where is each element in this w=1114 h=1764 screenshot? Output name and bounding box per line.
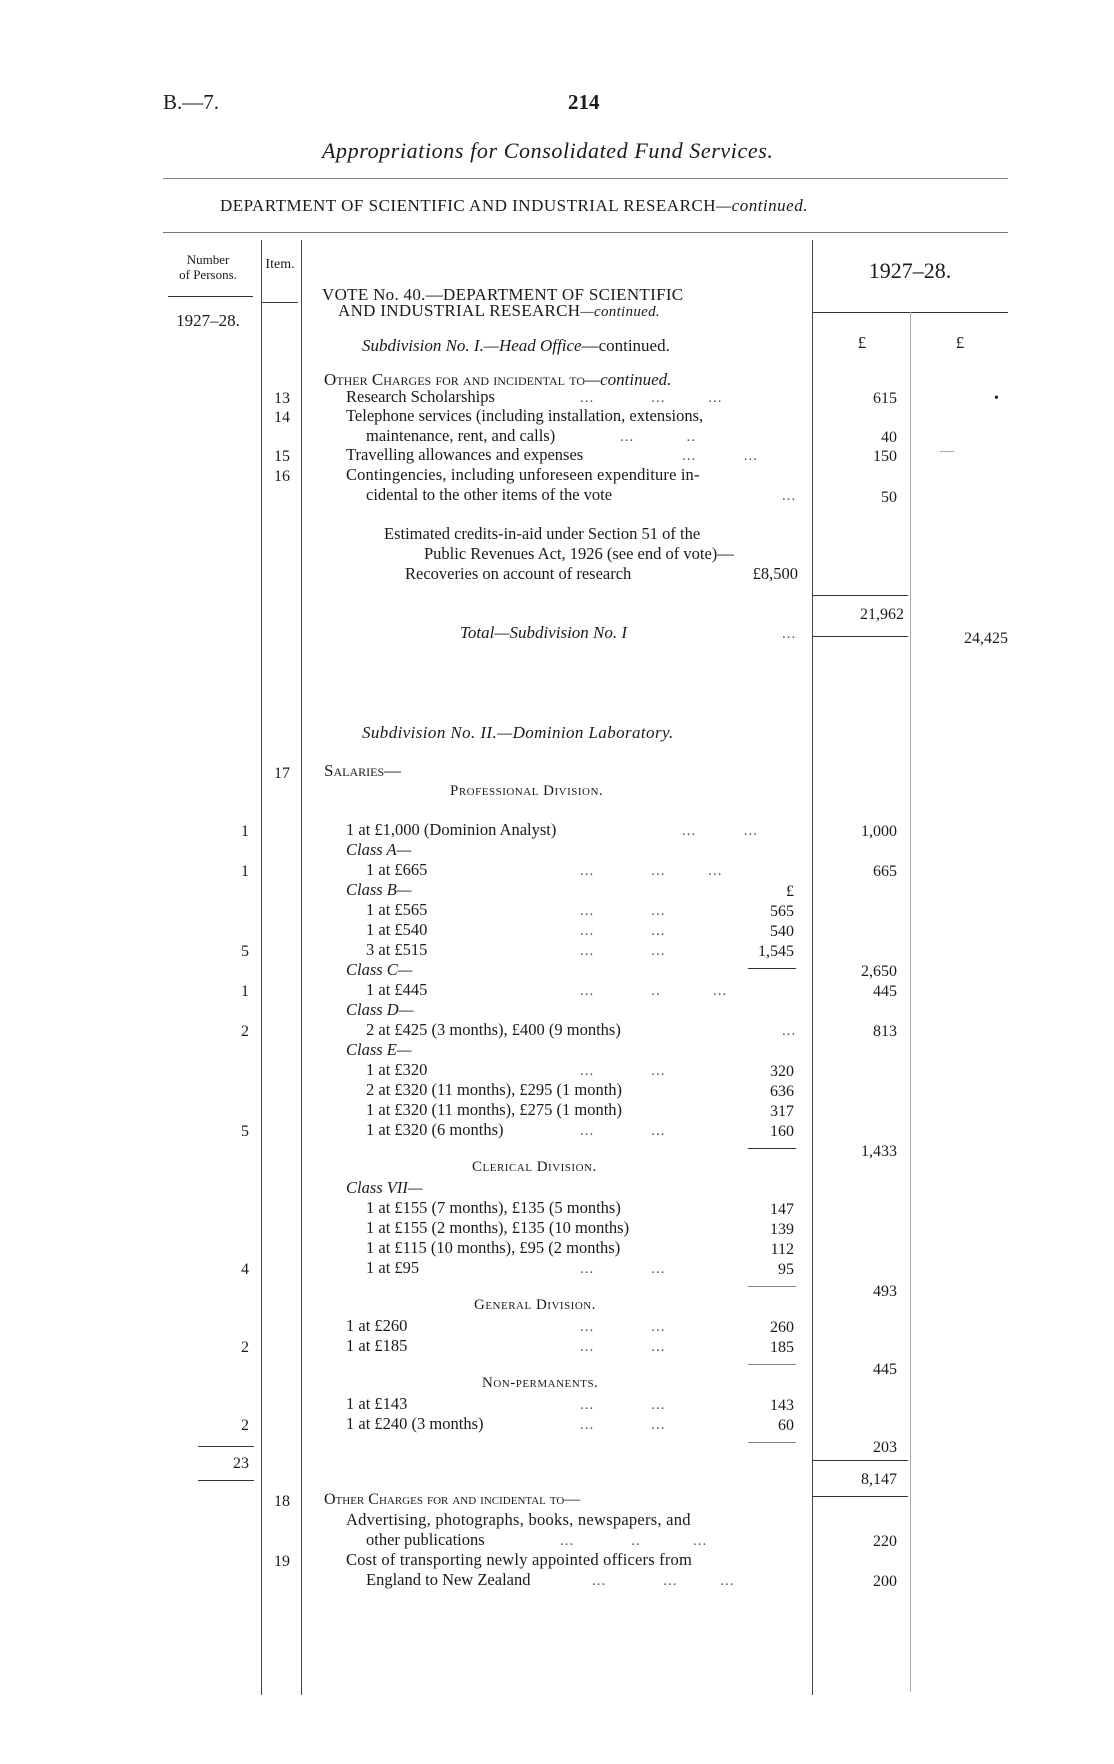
- class-e-total: 1,433: [861, 1143, 897, 1160]
- non-permanent-2-amount: 60: [778, 1417, 794, 1434]
- class-e-1-text: 1 at £320: [366, 1060, 428, 1079]
- class-b-1-leader: ... ...: [580, 903, 666, 919]
- item-14-number: 14: [274, 409, 290, 426]
- item-16-text-1: Contingencies, including unforeseen expenditure in-: [346, 465, 700, 484]
- class-b-pound: £: [786, 883, 794, 900]
- clerical-sum-rule: [748, 1286, 796, 1287]
- class-vii-label: Class VII—: [346, 1178, 423, 1197]
- class-d-label: Class D—: [346, 1000, 414, 1019]
- vote-heading-suffix: —continued.: [580, 304, 660, 320]
- item-15-amount: 150: [873, 448, 897, 465]
- class-e-2-text: 2 at £320 (11 months), £295 (1 month): [366, 1080, 623, 1099]
- total-sub1-rule-top: [812, 595, 908, 596]
- class-e-4-amount: 160: [770, 1123, 794, 1140]
- class-vii-1-text: 1 at £155 (7 months), £135 (5 months): [366, 1198, 621, 1217]
- salaries-total-rule-bottom: [812, 1496, 908, 1497]
- credits-line-2: Public Revenues Act, 1926 (see end of vote)—: [424, 544, 734, 563]
- class-e-3-text: 1 at £320 (11 months), £275 (1 month): [366, 1100, 623, 1119]
- item-14-leader: ... ..: [620, 429, 696, 445]
- item-18-text-1: Advertising, photographs, books, newspapers, and: [346, 1510, 691, 1529]
- analyst-text: 1 at £1,000 (Dominion Analyst): [346, 820, 557, 839]
- class-vii-4-leader: ... ...: [580, 1261, 666, 1277]
- class-vii-persons: 4: [241, 1261, 249, 1278]
- class-e-3-amount: 317: [770, 1103, 794, 1120]
- class-b-2-text: 1 at £540: [366, 920, 428, 939]
- persons-year: 1927–28.: [176, 311, 240, 330]
- subdivision-1-heading: [362, 337, 670, 354]
- sub2-other-charges-heading: Other Charges for and incidental to—: [324, 1491, 581, 1508]
- clerical-total: 493: [873, 1283, 897, 1300]
- class-e-persons: 5: [241, 1123, 249, 1140]
- salaries-total-rule-top: [812, 1460, 908, 1461]
- item-16-number: 16: [274, 468, 290, 485]
- general-total: 445: [873, 1361, 897, 1378]
- salaries-heading: Salaries—: [324, 761, 402, 780]
- class-b-3-leader: ... ...: [580, 943, 666, 959]
- vote-heading-line-1: VOTE No. 40.—DEPARTMENT OF SCIENTIFIC: [322, 285, 684, 304]
- general-1-leader: ... ...: [580, 1319, 666, 1335]
- item-15-dash: [940, 451, 954, 452]
- class-vii-2-text: 1 at £155 (2 months), £135 (10 months): [366, 1218, 630, 1237]
- class-b-total: 2,650: [861, 963, 897, 980]
- persons-column-label-2: of Persons.: [179, 267, 237, 282]
- non-permanent-2-leader: ... ...: [580, 1417, 666, 1433]
- class-vii-4-amount: 95: [778, 1261, 794, 1278]
- class-e-1-amount: 320: [770, 1063, 794, 1080]
- class-vii-1-amount: 147: [770, 1201, 794, 1218]
- class-e-label: Class E—: [346, 1040, 412, 1059]
- general-2-text: 1 at £185: [346, 1336, 408, 1355]
- header-rule: [163, 232, 1008, 233]
- item-19-amount: 200: [873, 1573, 897, 1590]
- item-16-leader: ...: [782, 488, 797, 504]
- money-year: 1927–28.: [868, 258, 952, 283]
- item-16-amount: 50: [881, 489, 897, 506]
- item-19-text-2: England to New Zealand: [366, 1570, 531, 1589]
- persons-total: 23: [233, 1455, 249, 1472]
- total-sub1-grand: 24,425: [964, 630, 1008, 647]
- general-persons: 2: [241, 1339, 249, 1356]
- other-charges-suffix: —continued.: [585, 370, 672, 389]
- item-18-leader: ... .. ...: [560, 1533, 708, 1549]
- credits-line-1: Estimated credits-in-aid under Section 51 of the: [384, 524, 701, 543]
- department-heading: [220, 197, 808, 214]
- item-18-amount: 220: [873, 1533, 897, 1550]
- class-a-persons: 1: [241, 863, 249, 880]
- persons-total-rule-bottom: [198, 1480, 254, 1481]
- class-e-4-leader: ... ...: [580, 1123, 666, 1139]
- item-19-number: 19: [274, 1553, 290, 1570]
- credits-amount: £8,500: [752, 564, 798, 583]
- class-c-1-amount: 445: [873, 983, 897, 1000]
- total-sub1-rule-bottom: [812, 636, 908, 637]
- class-d-1-text: 2 at £425 (3 months), £400 (9 months): [366, 1020, 621, 1039]
- page-title: Appropriations for Consolidated Fund Services.: [322, 138, 774, 163]
- general-2-amount: 185: [770, 1339, 794, 1356]
- item-label-rule: [262, 302, 298, 303]
- item-19-text-1: Cost of transporting newly appointed officers from: [346, 1550, 693, 1569]
- class-e-2-amount: 636: [770, 1083, 794, 1100]
- class-b-1-amount: 565: [770, 903, 794, 920]
- non-permanents-persons: 2: [241, 1417, 249, 1434]
- general-division-heading: General Division.: [474, 1297, 596, 1313]
- class-vii-3-amount: 112: [770, 1241, 794, 1258]
- department-suffix: —continued.: [716, 196, 808, 215]
- general-1-amount: 260: [770, 1319, 794, 1336]
- analyst-persons: 1: [241, 823, 249, 840]
- item-18-text-2: other publications: [366, 1530, 485, 1549]
- class-c-1-text: 1 at £445: [366, 980, 428, 999]
- class-d-1-amount: 813: [873, 1023, 897, 1040]
- other-charges-heading: [324, 371, 671, 388]
- item-17-number: 17: [274, 765, 290, 782]
- credits-line-3: Recoveries on account of research: [405, 564, 632, 583]
- class-b-3-text: 3 at £515: [366, 940, 428, 959]
- subdivision-1-title: Subdivision No. I.—Head Office: [362, 336, 582, 355]
- page-reference: B.—7.: [163, 90, 220, 114]
- class-c-1-leader: ... .. ...: [580, 983, 728, 999]
- item-13-leader: ... ... ...: [580, 390, 723, 406]
- non-permanent-1-leader: ... ...: [580, 1397, 666, 1413]
- item-16-text-2: cidental to the other items of the vote: [366, 485, 613, 504]
- class-b-persons: 5: [241, 943, 249, 960]
- subdivision-1-suffix: —continued.: [581, 336, 670, 355]
- title-rule: [163, 178, 1008, 179]
- money-columns-divider: [910, 312, 911, 1692]
- item-13-number: 13: [274, 390, 290, 407]
- vote-heading-line-2: [338, 302, 660, 320]
- item-13-text: Research Scholarships: [346, 387, 495, 406]
- class-b-label: Class B—: [346, 880, 412, 899]
- analyst-amount: 1,000: [861, 823, 897, 840]
- class-a-1-leader: ... ... ...: [580, 863, 723, 879]
- vote-heading-line-2-text: AND INDUSTRIAL RESEARCH: [338, 301, 581, 320]
- professional-division-heading: Professional Division.: [450, 783, 604, 799]
- class-a-label: Class A—: [346, 840, 412, 859]
- item-19-leader: ... ... ...: [592, 1573, 735, 1589]
- non-permanent-2-text: 1 at £240 (3 months): [346, 1414, 484, 1433]
- non-permanents-sum-rule: [748, 1442, 796, 1443]
- class-d-1-leader: ...: [782, 1023, 797, 1039]
- class-c-label: Class C—: [346, 960, 413, 979]
- non-permanent-1-amount: 143: [770, 1397, 794, 1414]
- subdivision-2-heading: Subdivision No. II.—Dominion Laboratory.: [362, 723, 674, 742]
- class-b-sum-rule: [748, 968, 796, 969]
- total-sub1-label: Total—Subdivision No. I: [460, 623, 628, 642]
- class-e-sum-rule: [748, 1148, 796, 1149]
- class-b-3-amount: 1,545: [758, 943, 794, 960]
- class-a-1-amount: 665: [873, 863, 897, 880]
- total-sub1-leader: ...: [782, 626, 797, 642]
- class-vii-3-text: 1 at £115 (10 months), £95 (2 months): [366, 1238, 621, 1257]
- non-permanents-total: 203: [873, 1439, 897, 1456]
- general-sum-rule: [748, 1364, 796, 1365]
- class-c-persons: 1: [241, 983, 249, 1000]
- pound-column-2: £: [955, 333, 965, 352]
- persons-label-rule: [168, 296, 253, 297]
- page-number: 214: [568, 90, 600, 114]
- item-14-text-1: Telephone services (including installation, extensions,: [346, 406, 704, 425]
- department-name: DEPARTMENT OF SCIENTIFIC AND INDUSTRIAL RESEARCH: [220, 196, 717, 215]
- other-charges-title: Other Charges for and incidental to: [324, 370, 586, 389]
- class-b-1-text: 1 at £565: [366, 900, 428, 919]
- persons-column-label-1: Number: [186, 252, 230, 267]
- non-permanent-1-text: 1 at £143: [346, 1394, 408, 1413]
- item-15-leader: ... ...: [682, 448, 758, 464]
- class-e-4-text: 1 at £320 (6 months): [366, 1120, 504, 1139]
- item-column-label: Item.: [265, 257, 295, 272]
- class-d-persons: 2: [241, 1023, 249, 1040]
- item-14-amount: 40: [881, 429, 897, 446]
- item-15-text: Travelling allowances and expenses: [346, 445, 584, 464]
- stray-mark: •: [994, 391, 999, 406]
- class-b-2-amount: 540: [770, 923, 794, 940]
- general-2-leader: ... ...: [580, 1339, 666, 1355]
- salaries-total: 8,147: [861, 1471, 897, 1488]
- item-18-number: 18: [274, 1493, 290, 1510]
- item-13-amount: 615: [873, 390, 897, 407]
- persons-total-rule-top: [198, 1446, 254, 1447]
- pound-column-1: £: [857, 333, 867, 352]
- general-1-text: 1 at £260: [346, 1316, 408, 1335]
- class-vii-4-text: 1 at £95: [366, 1258, 420, 1277]
- class-e-1-leader: ... ...: [580, 1063, 666, 1079]
- item-14-text-2: maintenance, rent, and calls): [366, 426, 556, 445]
- non-permanents-heading: Non-permanents.: [482, 1375, 599, 1391]
- class-b-2-leader: ... ...: [580, 923, 666, 939]
- clerical-division-heading: Clerical Division.: [472, 1159, 597, 1175]
- total-sub1-amount: 21,962: [860, 606, 904, 623]
- class-a-1-text: 1 at £665: [366, 860, 428, 879]
- item-15-number: 15: [274, 448, 290, 465]
- analyst-leader: ... ...: [682, 823, 758, 839]
- class-vii-2-amount: 139: [770, 1221, 794, 1238]
